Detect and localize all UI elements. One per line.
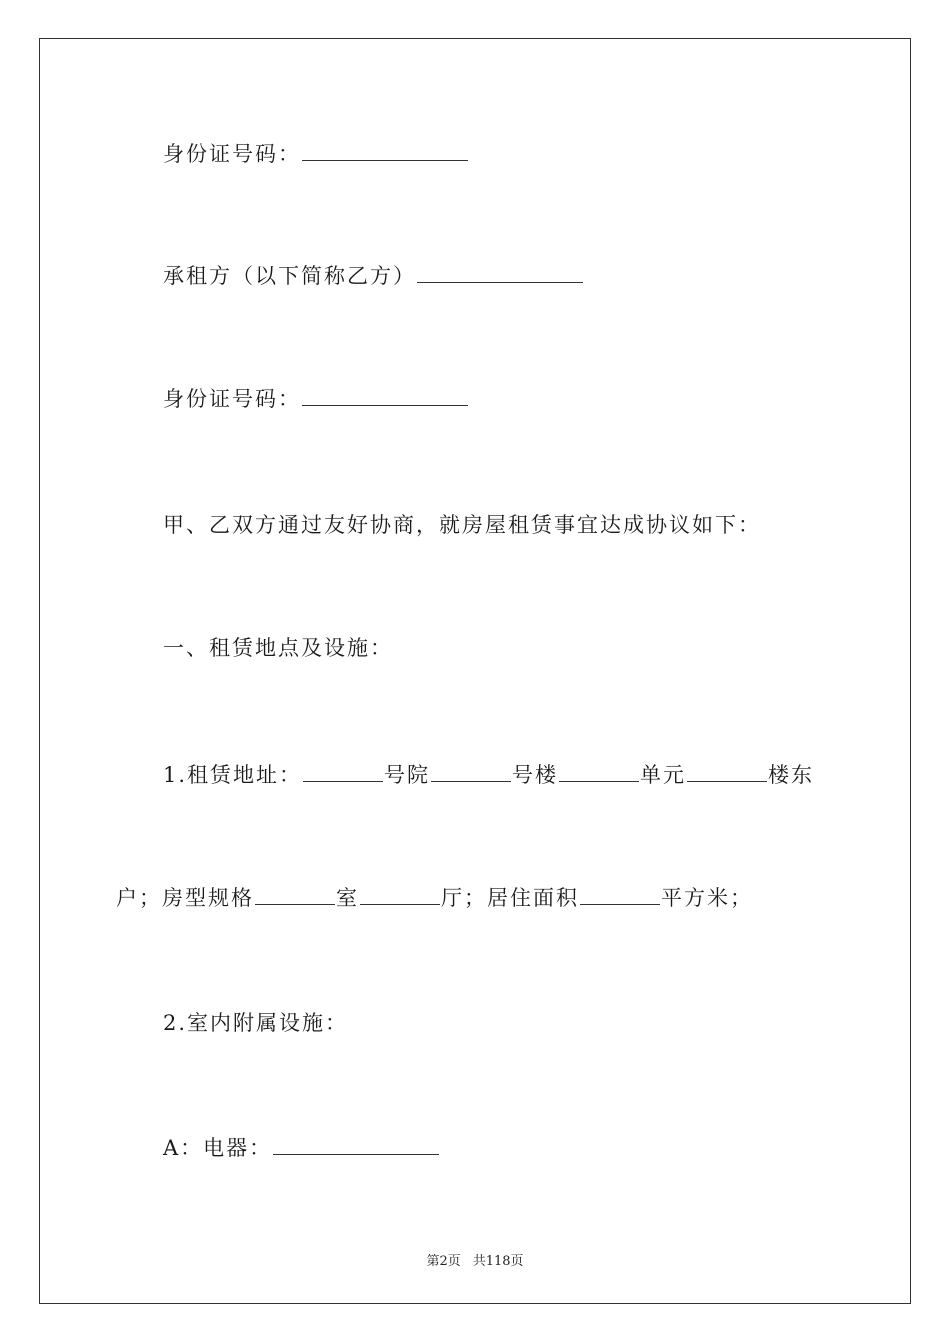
area-blank[interactable]	[580, 886, 660, 905]
tenant-label: 承租方（以下简称乙方）	[163, 264, 416, 288]
facilities-label: 2.室内附属设施：	[163, 1011, 349, 1035]
building-blank[interactable]	[431, 763, 511, 782]
tenant-id-line	[163, 387, 469, 410]
landlord-id-blank[interactable]	[302, 142, 468, 161]
tenant-id-blank[interactable]	[302, 387, 468, 406]
yard-blank[interactable]	[303, 763, 383, 782]
address-building: 号楼	[512, 763, 559, 787]
tenant-line	[163, 264, 584, 287]
page-footer	[0, 1250, 950, 1269]
address-line	[163, 763, 814, 786]
address-unit: 单元	[640, 763, 687, 787]
appliances-label: A：电器：	[163, 1136, 273, 1160]
appliances-line	[163, 1136, 440, 1159]
page-number-total: 共118页	[472, 1254, 524, 1269]
agreement-intro: 甲、乙双方通过友好协商，就房屋租赁事宜达成协议如下：	[163, 513, 761, 537]
sqm-label: 平方米；	[661, 886, 753, 910]
page-border	[39, 38, 911, 1304]
landlord-id-label: 身份证号码：	[163, 142, 301, 166]
section1-title: 一、租赁地点及设施：	[163, 636, 393, 660]
address-label: 1.租赁地址：	[163, 763, 303, 787]
tenant-name-blank[interactable]	[417, 264, 583, 283]
floor-blank[interactable]	[687, 763, 767, 782]
landlord-id-line	[163, 142, 469, 165]
appliances-blank[interactable]	[273, 1136, 439, 1155]
page-number-current: 第2页	[426, 1254, 461, 1269]
tenant-id-label: 身份证号码：	[163, 387, 301, 411]
address-yard: 号院	[384, 763, 431, 787]
address-floor: 楼东	[768, 763, 815, 787]
room-label: 室	[336, 886, 359, 910]
household-label: 户；房型规格	[116, 886, 254, 910]
unit-blank[interactable]	[559, 763, 639, 782]
hall-area-label: 厅；居住面积	[441, 886, 579, 910]
halls-blank[interactable]	[360, 886, 440, 905]
layout-line	[116, 886, 753, 909]
rooms-blank[interactable]	[255, 886, 335, 905]
